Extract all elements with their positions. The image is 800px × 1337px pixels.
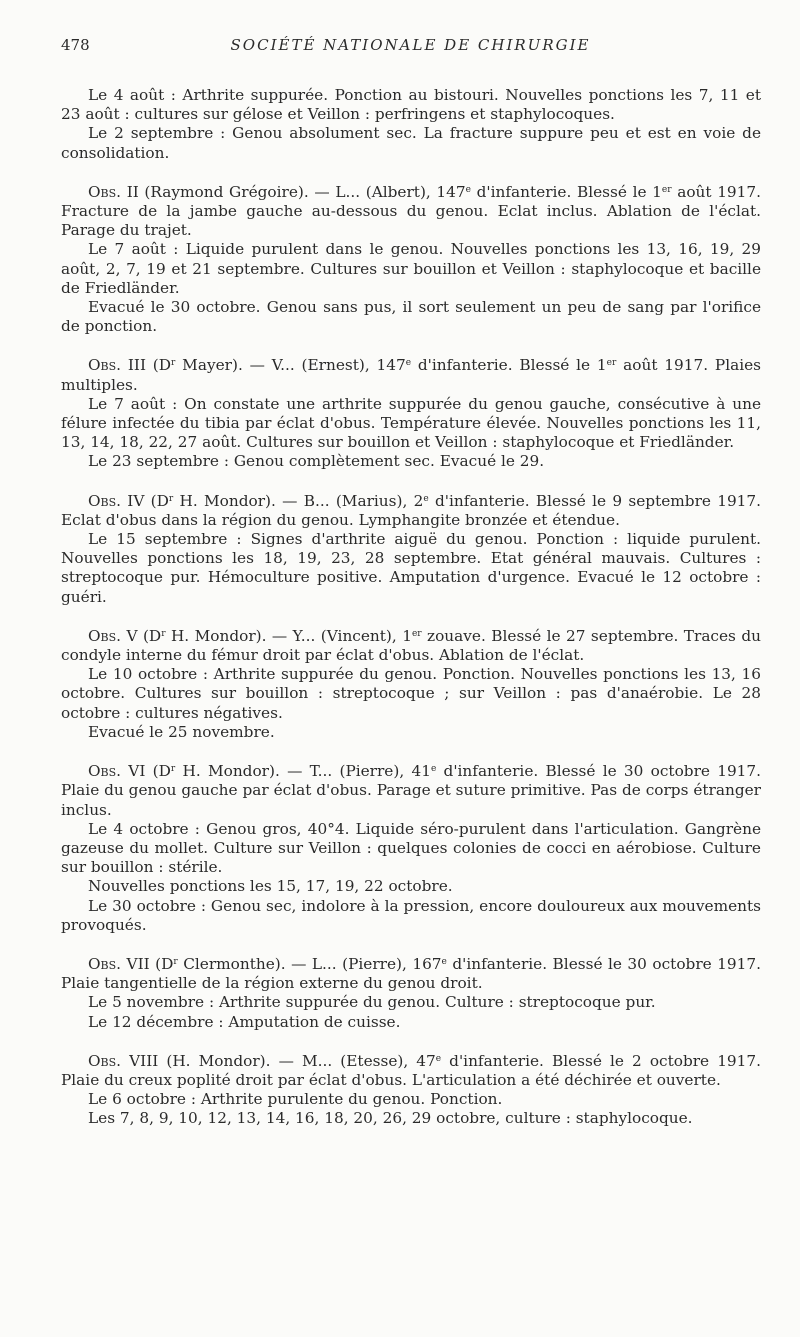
paragraph (61, 298, 761, 336)
text-run: VII (D (121, 954, 174, 973)
text-run: Evacué le 30 octobre. Genou sans pus, il sort seulement un peu de sang par l'orifice de ponction. (61, 298, 761, 336)
paragraph (61, 993, 761, 1012)
page-number: 478 (61, 36, 90, 54)
paragraph (61, 452, 761, 471)
text-run: Evacué le 25 novembre. (88, 722, 275, 741)
superscript: er (661, 184, 672, 195)
text-run: août 1917. Plaies multiples. (61, 356, 761, 394)
observation-block (61, 627, 761, 742)
paragraph (61, 86, 761, 124)
paragraph (61, 395, 761, 453)
text-run: Les 7, 8, 9, 10, 12, 13, 14, 16, 18, 20, 26, 29 octobre, culture : staphylocoque. (88, 1109, 693, 1128)
text-run: IV (D (121, 491, 169, 510)
obs-label: Obs. (88, 1051, 122, 1070)
obs-label: Obs. (88, 182, 122, 201)
text-run: d'infanterie. Blessé le 1 (470, 182, 662, 201)
superscript: r (170, 764, 176, 775)
text-run: zouave. Blessé le 27 septembre. Traces du condyle interne du fémur droit par éclat d'obus. Ablation de l'éclat. (61, 626, 761, 665)
text-run: d'infanterie. Blessé le 1 (411, 356, 607, 375)
paragraph (61, 240, 761, 298)
document-body (61, 86, 761, 1149)
superscript: e (441, 956, 447, 967)
text-run: Le 4 octobre : Genou gros, 40°4. Liquide séro-purulent dans l'articulation. Gangrène gazeuse du mollet. Culture sur Veillon : quelques colonies de cocci en aérobiose. Culture sur bouillon : stérile. (61, 819, 761, 877)
obs-label: Obs. (88, 762, 122, 781)
observation-block (61, 356, 761, 471)
paragraph (61, 897, 761, 935)
continued-observation (61, 86, 761, 163)
text-run: III (D (121, 356, 172, 375)
text-run: Le 2 septembre : Genou absolument sec. La fracture suppure peu et est en voie de consolidation. (61, 124, 761, 162)
paragraph (61, 820, 761, 878)
observation-block (61, 1052, 761, 1129)
observation-block (61, 955, 761, 1032)
superscript: r (161, 628, 166, 639)
paragraph (61, 1052, 761, 1090)
paragraph (61, 955, 761, 993)
page-header (61, 36, 760, 66)
text-run: août 1917. Fracture de la jambe gauche au-dessous du genou. Eclat inclus. Ablation de l'éclat. Parage du trajet. (61, 182, 761, 240)
text-run: Le 10 octobre : Arthrite suppurée du genou. Ponction. Nouvelles ponctions les 13, 16 octobre. Cultures sur bouillon : streptocoque ; sur Veillon : pas d'anaérobie. Le 28 octobre : cultures négatives. (61, 665, 761, 722)
text-run: H. Mondor). — B... (Marius), 2 (173, 491, 424, 510)
superscript: er (411, 628, 422, 639)
superscript: r (168, 493, 174, 504)
superscript: er (606, 358, 617, 369)
paragraph (61, 1013, 761, 1032)
superscript: e (405, 358, 412, 369)
superscript: e (465, 184, 471, 195)
obs-label: Obs. (88, 954, 122, 973)
text-run: Le 23 septembre : Genou complètement sec. Evacué le 29. (88, 452, 545, 471)
obs-label: Obs. (88, 626, 122, 645)
paragraph (61, 627, 761, 665)
text-run: H. Mondor). — Y... (Vincent), 1 (165, 626, 412, 645)
superscript: r (173, 956, 178, 967)
obs-label: Obs. (88, 356, 122, 375)
superscript: e (430, 764, 437, 775)
superscript: e (435, 1053, 442, 1064)
text-run: Le 7 août : On constate une arthrite suppurée du genou gauche, consécutive à une félure infectée du tibia par éclat d'obus. Température élevée. Nouvelles ponctions les 11, 13, 14, 18, 22, 27 août. Cultures sur bouillon et Veillon : staphylocoque et Friedländer. (61, 394, 761, 452)
paragraph (61, 492, 761, 530)
observation-block (61, 492, 761, 607)
running-title: SOCIÉTÉ NATIONALE DE CHIRURGIE (230, 36, 591, 54)
text-run: VI (D (121, 762, 171, 781)
text-run: II (Raymond Grégoire). — L... (Albert), 147 (121, 182, 466, 201)
text-run: Le 30 octobre : Genou sec, indolore à la pression, encore douloureux aux mouvements provoqués. (61, 896, 761, 934)
text-run: Le 7 août : Liquide purulent dans le genou. Nouvelles ponctions les 13, 16, 19, 29 août, 2, 7, 19 et 21 septembre. Cultures sur bouillon et Veillon : staphylocoque et bacille de Friedländer. (61, 240, 761, 297)
paragraph (61, 723, 761, 742)
paragraph (61, 1109, 761, 1128)
text-run: d'infanterie. Blessé le 30 octobre 1917. Plaie du genou gauche par éclat d'obus. Parage et suture primitive. Pas de corps étranger inclus. (61, 762, 762, 819)
obs-label: Obs. (88, 491, 122, 510)
text-run: Le 12 décembre : Amputation de cuisse. (88, 1012, 401, 1031)
text-run: H. Mondor). — T... (Pierre), 41 (175, 762, 431, 781)
observation-block (61, 762, 761, 935)
paragraph (61, 183, 761, 241)
paragraph (61, 1090, 761, 1109)
text-run: Le 4 août : Arthrite suppurée. Ponction au bistouri. Nouvelles ponctions les 7, 11 et 23 août : cultures sur gélose et Veillon : perfringens et staphylocoques. (61, 86, 761, 124)
text-run: d'infanterie. Blessé le 9 septembre 1917. Eclat d'obus dans la région du genou. Lymphangite bronzée et étendue. (61, 491, 762, 529)
text-run: V (D (121, 626, 162, 645)
text-run: Mayer). — V... (Ernest), 147 (175, 356, 406, 375)
paragraph (61, 356, 761, 394)
superscript: r (171, 358, 176, 369)
text-run: Le 15 septembre : Signes d'arthrite aiguë du genou. Ponction : liquide purulent. Nouvelles ponctions les 18, 19, 23, 28 septembre. Etat général mauvais. Cultures : streptocoque pur. Hémoculture positive. Amputation d'urgence. Evacué le 12 octobre : guéri. (61, 530, 761, 606)
text-run: Nouvelles ponctions les 15, 17, 19, 22 octobre. (88, 877, 453, 896)
superscript: e (423, 493, 429, 504)
observation-block (61, 183, 761, 337)
text-run: d'infanterie. Blessé le 30 octobre 1917. Plaie tangentielle de la région externe du genou droit. (61, 954, 761, 993)
paragraph (61, 124, 761, 162)
paragraph (61, 762, 761, 820)
text-run: d'infanterie. Blessé le 2 octobre 1917. Plaie du creux poplité droit par éclat d'obus. L'articulation a été déchirée et ouverte. (61, 1051, 761, 1089)
text-run: VIII (H. Mondor). — M... (Etesse), 47 (121, 1051, 436, 1070)
paragraph (61, 530, 761, 607)
text-run: Clermonthe). — L... (Pierre), 167 (177, 954, 442, 973)
text-run: Le 6 octobre : Arthrite purulente du genou. Ponction. (88, 1090, 503, 1109)
text-run: Le 5 novembre : Arthrite suppurée du genou. Culture : streptocoque pur. (88, 993, 656, 1012)
paragraph (61, 877, 761, 896)
paragraph (61, 665, 761, 723)
